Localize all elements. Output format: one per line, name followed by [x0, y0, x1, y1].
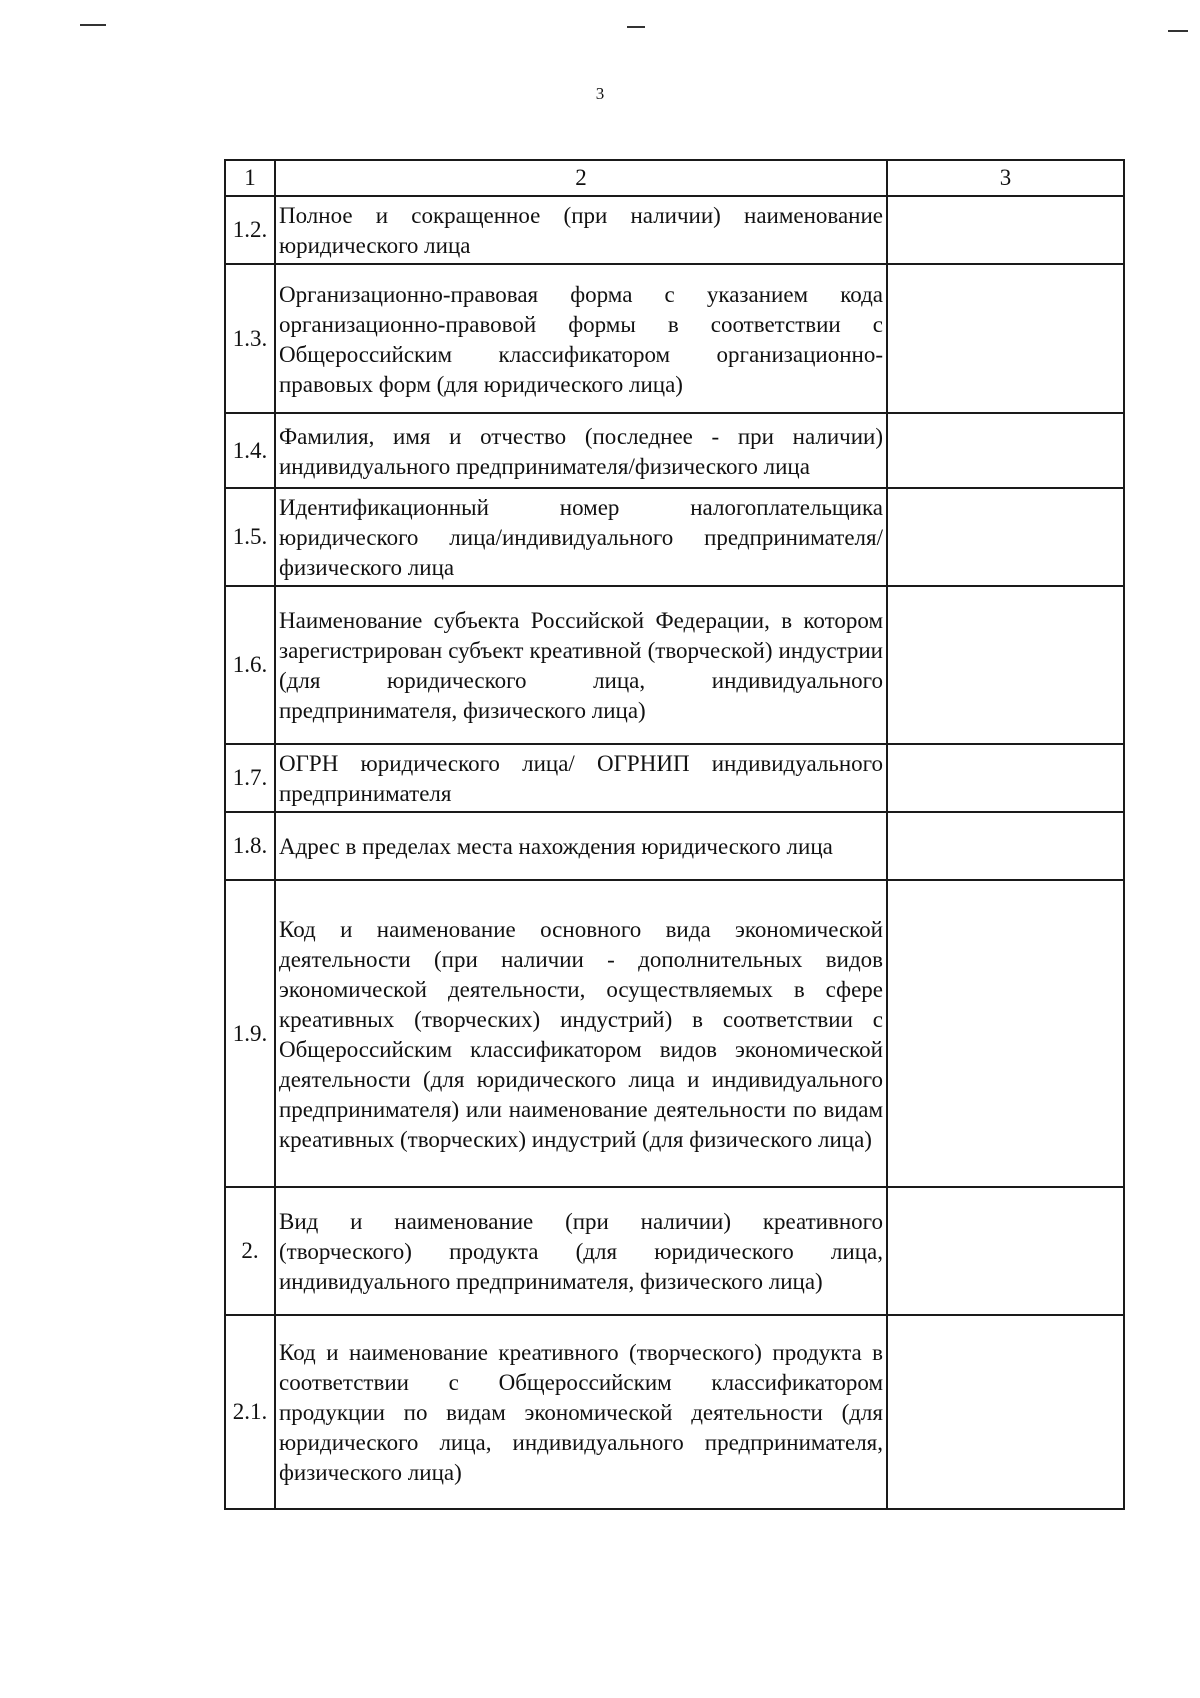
table-row [225, 1187, 1124, 1315]
row-value-cell[interactable] [887, 488, 1124, 586]
row-description: Организационно-правовая форма с указанием кода организационно-правовой формы в соответствии с Общероссийским классификатором организационно-правовых форм (для юридического лица) [275, 264, 887, 413]
row-description: Наименование субъекта Российской Федерации, в котором зарегистрирован субъект креативной (творческой) индустрии (для юридического лица, индивидуального предпринимателя, физического лица) [275, 586, 887, 744]
table-row [225, 196, 1124, 264]
row-number: 1.2. [225, 196, 275, 264]
row-description: Код и наименование креативного (творческого) продукта в соответствии с Общероссийским классификатором продукции по видам экономической деятельности (для юридического лица, индивидуального предпринимателя, физического лица) [275, 1315, 887, 1509]
row-number: 1.5. [225, 488, 275, 586]
row-number: 1.7. [225, 744, 275, 812]
row-number: 1.4. [225, 413, 275, 488]
table-row [225, 744, 1124, 812]
header-cell-2: 2 [275, 160, 887, 196]
row-value-cell[interactable] [887, 586, 1124, 744]
row-description: Полное и сокращенное (при наличии) наименование юридического лица [275, 196, 887, 264]
table-row [225, 880, 1124, 1187]
row-number: 1.9. [225, 880, 275, 1187]
row-description: ОГРН юридического лица/ ОГРНИП индивидуального предпринимателя [275, 744, 887, 812]
table-header-row [225, 160, 1124, 196]
scan-mark-right [1168, 30, 1188, 32]
row-value-cell[interactable] [887, 1315, 1124, 1509]
row-description: Идентификационный номер налогоплательщика юридического лица/индивидуального предпринимателя/физического лица [275, 488, 887, 586]
page-number: 3 [595, 84, 605, 103]
table-row [225, 812, 1124, 880]
table-row [225, 586, 1124, 744]
row-number: 1.3. [225, 264, 275, 413]
table-row [225, 264, 1124, 413]
row-number: 2.1. [225, 1315, 275, 1509]
row-description: Фамилия, имя и отчество (последнее - при наличии) индивидуального предпринимателя/физического лица [275, 413, 887, 488]
row-value-cell[interactable] [887, 1187, 1124, 1315]
row-number: 1.6. [225, 586, 275, 744]
row-value-cell[interactable] [887, 744, 1124, 812]
table-row [225, 1315, 1124, 1509]
table-row [225, 413, 1124, 488]
row-number: 1.8. [225, 812, 275, 880]
scan-mark-center [627, 26, 645, 28]
row-value-cell[interactable] [887, 812, 1124, 880]
header-cell-3: 3 [887, 160, 1124, 196]
form-table [224, 159, 1125, 1510]
header-cell-1: 1 [225, 160, 275, 196]
row-description: Адрес в пределах места нахождения юридического лица [275, 812, 887, 880]
row-value-cell[interactable] [887, 413, 1124, 488]
table-row [225, 488, 1124, 586]
row-value-cell[interactable] [887, 264, 1124, 413]
scan-mark-left [80, 24, 106, 26]
row-value-cell[interactable] [887, 880, 1124, 1187]
row-value-cell[interactable] [887, 196, 1124, 264]
row-description: Вид и наименование (при наличии) креативного (творческого) продукта (для юридического лица, индивидуального предпринимателя, физического лица) [275, 1187, 887, 1315]
row-number: 2. [225, 1187, 275, 1315]
row-description: Код и наименование основного вида экономической деятельности (при наличии - дополнительных видов экономической деятельности, осуществляемых в сфере креативных (творческих) индустрий) в соответствии с Общероссийским классификатором видов экономической деятельности (для юридического лица и индивидуального предпринимателя) или наименование деятельности по видам креативных (творческих) индустрий (для физического лица) [275, 880, 887, 1187]
